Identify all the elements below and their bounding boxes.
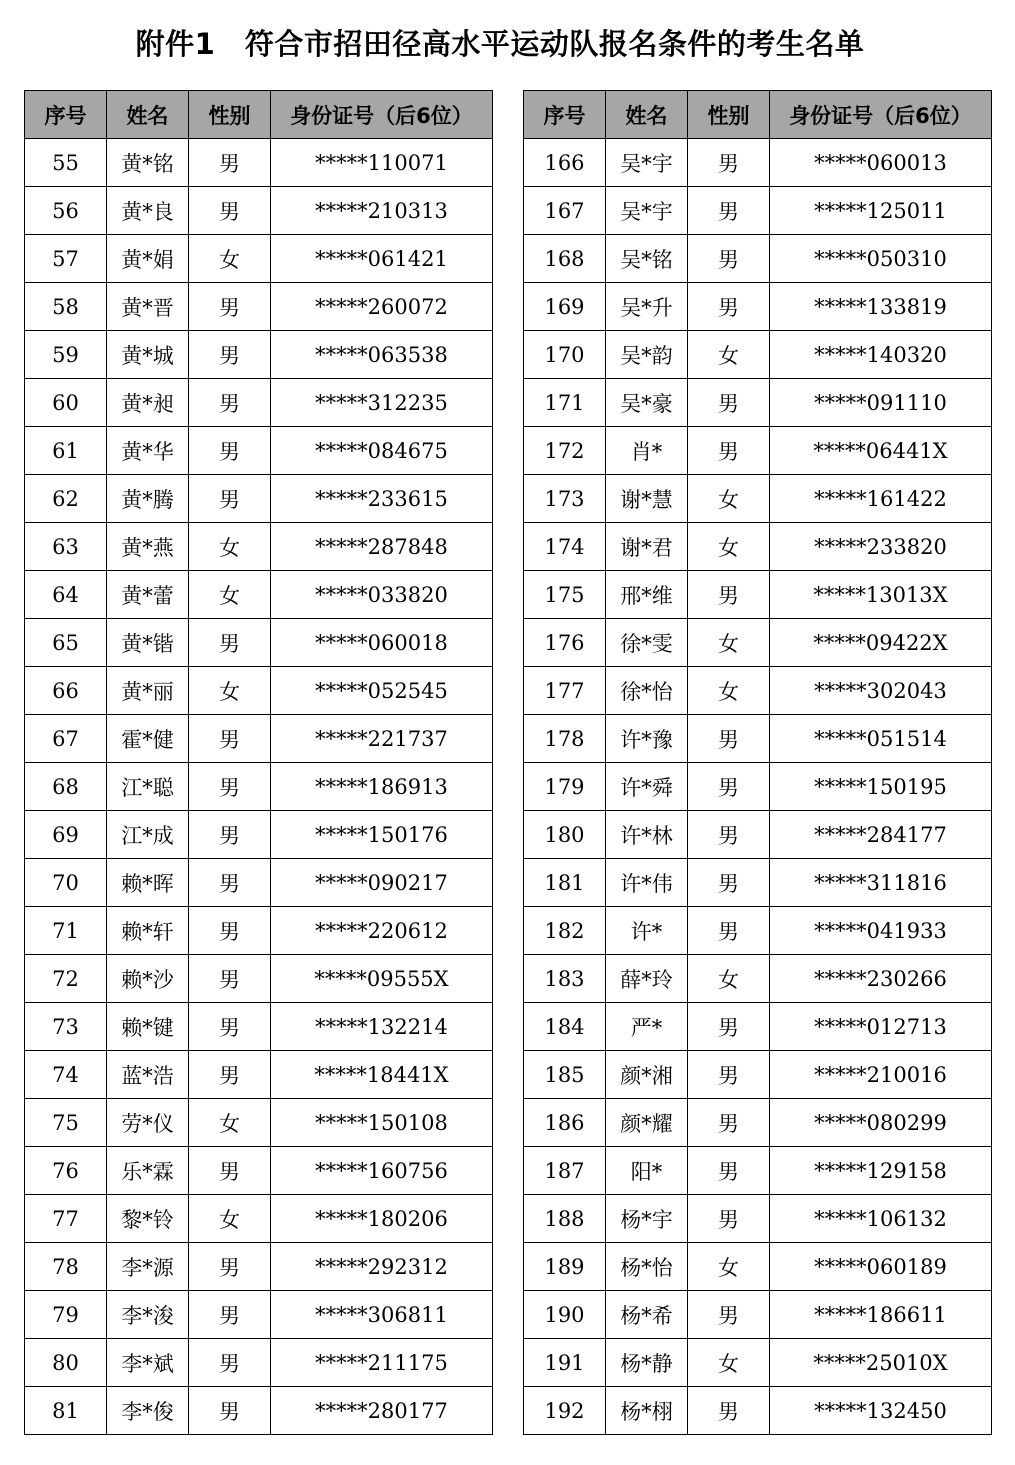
id-number-cell: *****230266 (770, 955, 992, 1003)
name-cell: 许*豫 (606, 715, 688, 763)
gender-cell: 男 (189, 1243, 271, 1291)
serial-number-cell: 60 (25, 379, 107, 427)
name-cell: 赖*轩 (107, 907, 189, 955)
id-number-cell: *****060013 (770, 139, 992, 187)
name-cell: 黄*蕾 (107, 571, 189, 619)
serial-number-cell: 168 (524, 235, 606, 283)
serial-number-cell: 171 (524, 379, 606, 427)
serial-number-cell: 188 (524, 1195, 606, 1243)
id-number-cell: *****140320 (770, 331, 992, 379)
serial-number-cell: 191 (524, 1339, 606, 1387)
gender-cell: 男 (189, 1339, 271, 1387)
id-number-cell: *****052545 (271, 667, 493, 715)
serial-number-cell: 61 (25, 427, 107, 475)
table-row (25, 139, 493, 187)
table-row (524, 427, 992, 475)
gender-cell: 男 (189, 715, 271, 763)
serial-number-cell: 70 (25, 859, 107, 907)
serial-number-cell: 79 (25, 1291, 107, 1339)
name-cell: 严* (606, 1003, 688, 1051)
id-number-cell: *****012713 (770, 1003, 992, 1051)
name-cell: 吴*豪 (606, 379, 688, 427)
id-number-cell: *****180206 (271, 1195, 493, 1243)
name-cell: 杨*静 (606, 1339, 688, 1387)
gender-cell: 男 (189, 331, 271, 379)
table-row (524, 1195, 992, 1243)
name-cell: 黎*铃 (107, 1195, 189, 1243)
table-row (524, 235, 992, 283)
id-number-cell: *****060018 (271, 619, 493, 667)
header-gender: 性别 (189, 91, 271, 139)
table-row (524, 379, 992, 427)
gender-cell: 男 (688, 187, 770, 235)
name-cell: 颜*湘 (606, 1051, 688, 1099)
table-row (25, 811, 493, 859)
id-number-cell: *****150176 (271, 811, 493, 859)
name-cell: 许*林 (606, 811, 688, 859)
table-row (524, 331, 992, 379)
id-number-cell: *****284177 (770, 811, 992, 859)
gender-cell: 男 (688, 283, 770, 331)
serial-number-cell: 68 (25, 763, 107, 811)
table-row (524, 283, 992, 331)
gender-cell: 男 (688, 139, 770, 187)
name-cell: 肖* (606, 427, 688, 475)
id-number-cell: *****06441X (770, 427, 992, 475)
serial-number-cell: 75 (25, 1099, 107, 1147)
serial-number-cell: 185 (524, 1051, 606, 1099)
gender-cell: 男 (688, 235, 770, 283)
roster-body-right (524, 139, 992, 1435)
header-serial-number: 序号 (25, 91, 107, 139)
table-row (524, 187, 992, 235)
table-row (524, 1339, 992, 1387)
name-cell: 杨*希 (606, 1291, 688, 1339)
serial-number-cell: 180 (524, 811, 606, 859)
name-cell: 杨*栩 (606, 1387, 688, 1435)
serial-number-cell: 59 (25, 331, 107, 379)
serial-number-cell: 78 (25, 1243, 107, 1291)
name-cell: 霍*健 (107, 715, 189, 763)
serial-number-cell: 173 (524, 475, 606, 523)
name-cell: 薛*玲 (606, 955, 688, 1003)
table-row (524, 667, 992, 715)
table-row (25, 1387, 493, 1435)
gender-cell: 男 (688, 763, 770, 811)
table-row (25, 859, 493, 907)
gender-cell: 男 (688, 571, 770, 619)
serial-number-cell: 57 (25, 235, 107, 283)
table-row (25, 1051, 493, 1099)
serial-number-cell: 187 (524, 1147, 606, 1195)
gender-cell: 男 (688, 1291, 770, 1339)
gender-cell: 男 (688, 1195, 770, 1243)
name-cell: 黄*娟 (107, 235, 189, 283)
name-cell: 江*聪 (107, 763, 189, 811)
serial-number-cell: 80 (25, 1339, 107, 1387)
table-row (524, 763, 992, 811)
serial-number-cell: 77 (25, 1195, 107, 1243)
gender-cell: 女 (688, 667, 770, 715)
serial-number-cell: 181 (524, 859, 606, 907)
serial-number-cell: 71 (25, 907, 107, 955)
serial-number-cell: 167 (524, 187, 606, 235)
id-number-cell: *****080299 (770, 1099, 992, 1147)
id-number-cell: *****129158 (770, 1147, 992, 1195)
table-row (25, 1243, 493, 1291)
serial-number-cell: 65 (25, 619, 107, 667)
gender-cell: 女 (189, 1195, 271, 1243)
header-gender: 性别 (688, 91, 770, 139)
name-cell: 劳*仪 (107, 1099, 189, 1147)
gender-cell: 男 (189, 1147, 271, 1195)
table-row (524, 811, 992, 859)
gender-cell: 男 (189, 859, 271, 907)
name-cell: 徐*怡 (606, 667, 688, 715)
name-cell: 乐*霖 (107, 1147, 189, 1195)
gender-cell: 男 (688, 859, 770, 907)
table-row (524, 715, 992, 763)
serial-number-cell: 64 (25, 571, 107, 619)
table-row (524, 1099, 992, 1147)
name-cell: 许* (606, 907, 688, 955)
gender-cell: 女 (688, 955, 770, 1003)
id-number-cell: *****133819 (770, 283, 992, 331)
id-number-cell: *****220612 (271, 907, 493, 955)
gender-cell: 女 (688, 1243, 770, 1291)
table-row (25, 907, 493, 955)
id-number-cell: *****125011 (770, 187, 992, 235)
id-number-cell: *****280177 (271, 1387, 493, 1435)
gender-cell: 女 (688, 523, 770, 571)
table-row (25, 1099, 493, 1147)
gender-cell: 女 (688, 619, 770, 667)
id-number-cell: *****150108 (271, 1099, 493, 1147)
table-row (25, 571, 493, 619)
name-cell: 李*斌 (107, 1339, 189, 1387)
serial-number-cell: 177 (524, 667, 606, 715)
id-number-cell: *****050310 (770, 235, 992, 283)
table-row (524, 1051, 992, 1099)
table-row (524, 571, 992, 619)
gender-cell: 男 (189, 1291, 271, 1339)
id-number-cell: *****312235 (271, 379, 493, 427)
serial-number-cell: 176 (524, 619, 606, 667)
table-row (25, 715, 493, 763)
name-cell: 阳* (606, 1147, 688, 1195)
gender-cell: 女 (189, 523, 271, 571)
id-number-cell: *****292312 (271, 1243, 493, 1291)
page-title: 附件1 符合市招田径高水平运动队报名条件的考生名单 (135, 27, 865, 61)
name-cell: 杨*怡 (606, 1243, 688, 1291)
name-cell: 杨*宇 (606, 1195, 688, 1243)
serial-number-cell: 174 (524, 523, 606, 571)
table-row (524, 475, 992, 523)
serial-number-cell: 178 (524, 715, 606, 763)
name-cell: 黄*铭 (107, 139, 189, 187)
table-row (25, 475, 493, 523)
name-cell: 谢*慧 (606, 475, 688, 523)
name-cell: 颜*耀 (606, 1099, 688, 1147)
table-row (524, 1291, 992, 1339)
table-row (25, 1147, 493, 1195)
gender-cell: 男 (688, 811, 770, 859)
gender-cell: 男 (189, 1003, 271, 1051)
id-number-cell: *****160756 (271, 1147, 493, 1195)
gender-cell: 男 (189, 427, 271, 475)
gender-cell: 女 (688, 475, 770, 523)
serial-number-cell: 184 (524, 1003, 606, 1051)
gender-cell: 男 (688, 715, 770, 763)
name-cell: 李*俊 (107, 1387, 189, 1435)
table-row (25, 1339, 493, 1387)
table-row (524, 907, 992, 955)
name-cell: 吴*铭 (606, 235, 688, 283)
id-number-cell: *****210313 (271, 187, 493, 235)
id-number-cell: *****132214 (271, 1003, 493, 1051)
gender-cell: 男 (189, 763, 271, 811)
gender-cell: 男 (189, 907, 271, 955)
id-number-cell: *****260072 (271, 283, 493, 331)
serial-number-cell: 62 (25, 475, 107, 523)
serial-number-cell: 175 (524, 571, 606, 619)
id-number-cell: *****051514 (770, 715, 992, 763)
serial-number-cell: 166 (524, 139, 606, 187)
gender-cell: 男 (688, 1003, 770, 1051)
table-row (524, 955, 992, 1003)
name-cell: 谢*君 (606, 523, 688, 571)
serial-number-cell: 74 (25, 1051, 107, 1099)
serial-number-cell: 66 (25, 667, 107, 715)
table-row (25, 331, 493, 379)
gender-cell: 男 (189, 187, 271, 235)
header-id-number: 身份证号（后6位） (271, 91, 493, 139)
table-row (524, 1387, 992, 1435)
id-number-cell: *****090217 (271, 859, 493, 907)
table-row (524, 1003, 992, 1051)
serial-number-cell: 81 (25, 1387, 107, 1435)
header-serial-number: 序号 (524, 91, 606, 139)
gender-cell: 女 (189, 667, 271, 715)
gender-cell: 男 (189, 283, 271, 331)
name-cell: 许*伟 (606, 859, 688, 907)
id-number-cell: *****041933 (770, 907, 992, 955)
id-number-cell: *****106132 (770, 1195, 992, 1243)
name-cell: 黄*昶 (107, 379, 189, 427)
id-number-cell: *****13013X (770, 571, 992, 619)
id-number-cell: *****110071 (271, 139, 493, 187)
table-row (25, 523, 493, 571)
table-row (524, 139, 992, 187)
id-number-cell: *****18441X (271, 1051, 493, 1099)
table-row (524, 619, 992, 667)
id-number-cell: *****186913 (271, 763, 493, 811)
table-row (25, 235, 493, 283)
table-row (25, 283, 493, 331)
table-row (25, 763, 493, 811)
id-number-cell: *****211175 (271, 1339, 493, 1387)
serial-number-cell: 192 (524, 1387, 606, 1435)
id-number-cell: *****233615 (271, 475, 493, 523)
gender-cell: 男 (688, 1387, 770, 1435)
name-cell: 吴*升 (606, 283, 688, 331)
table-row (25, 1195, 493, 1243)
table-row (25, 379, 493, 427)
gender-cell: 男 (189, 1051, 271, 1099)
name-cell: 李*浚 (107, 1291, 189, 1339)
id-number-cell: *****033820 (271, 571, 493, 619)
id-number-cell: *****09555X (271, 955, 493, 1003)
name-cell: 吴*宇 (606, 139, 688, 187)
table-row (524, 859, 992, 907)
name-cell: 黄*丽 (107, 667, 189, 715)
name-cell: 赖*沙 (107, 955, 189, 1003)
header-row (524, 91, 992, 139)
id-number-cell: *****306811 (271, 1291, 493, 1339)
gender-cell: 男 (688, 907, 770, 955)
gender-cell: 男 (189, 811, 271, 859)
gender-cell: 男 (688, 1099, 770, 1147)
header-name: 姓名 (107, 91, 189, 139)
gender-cell: 男 (189, 1387, 271, 1435)
serial-number-cell: 186 (524, 1099, 606, 1147)
gender-cell: 男 (189, 139, 271, 187)
id-number-cell: *****132450 (770, 1387, 992, 1435)
serial-number-cell: 169 (524, 283, 606, 331)
serial-number-cell: 63 (25, 523, 107, 571)
name-cell: 吴*韵 (606, 331, 688, 379)
header-id-number: 身份证号（后6位） (770, 91, 992, 139)
gender-cell: 男 (688, 1051, 770, 1099)
serial-number-cell: 170 (524, 331, 606, 379)
serial-number-cell: 190 (524, 1291, 606, 1339)
serial-number-cell: 189 (524, 1243, 606, 1291)
gender-cell: 男 (688, 1147, 770, 1195)
gender-cell: 女 (189, 571, 271, 619)
serial-number-cell: 67 (25, 715, 107, 763)
gender-cell: 男 (688, 427, 770, 475)
table-row (524, 523, 992, 571)
id-number-cell: *****233820 (770, 523, 992, 571)
id-number-cell: *****186611 (770, 1291, 992, 1339)
table-row (25, 619, 493, 667)
roster-table-right (523, 90, 992, 1435)
id-number-cell: *****25010X (770, 1339, 992, 1387)
roster-body-left (25, 139, 493, 1435)
serial-number-cell: 179 (524, 763, 606, 811)
name-cell: 赖*键 (107, 1003, 189, 1051)
gender-cell: 女 (688, 1339, 770, 1387)
id-number-cell: *****221737 (271, 715, 493, 763)
id-number-cell: *****061421 (271, 235, 493, 283)
gender-cell: 女 (189, 235, 271, 283)
table-row (25, 955, 493, 1003)
name-cell: 蓝*浩 (107, 1051, 189, 1099)
id-number-cell: *****084675 (271, 427, 493, 475)
name-cell: 江*成 (107, 811, 189, 859)
serial-number-cell: 182 (524, 907, 606, 955)
table-row (25, 427, 493, 475)
serial-number-cell: 58 (25, 283, 107, 331)
name-cell: 吴*宇 (606, 187, 688, 235)
serial-number-cell: 56 (25, 187, 107, 235)
name-cell: 黄*良 (107, 187, 189, 235)
roster-table-left (24, 90, 493, 1435)
name-cell: 赖*晖 (107, 859, 189, 907)
id-number-cell: *****287848 (271, 523, 493, 571)
serial-number-cell: 183 (524, 955, 606, 1003)
id-number-cell: *****091110 (770, 379, 992, 427)
name-cell: 黄*腾 (107, 475, 189, 523)
table-row (25, 187, 493, 235)
table-row (524, 1243, 992, 1291)
gender-cell: 女 (189, 1099, 271, 1147)
name-cell: 黄*城 (107, 331, 189, 379)
header-name: 姓名 (606, 91, 688, 139)
gender-cell: 男 (189, 475, 271, 523)
serial-number-cell: 72 (25, 955, 107, 1003)
name-cell: 黄*锴 (107, 619, 189, 667)
name-cell: 邢*维 (606, 571, 688, 619)
id-number-cell: *****210016 (770, 1051, 992, 1099)
gender-cell: 女 (688, 331, 770, 379)
name-cell: 徐*雯 (606, 619, 688, 667)
table-row (25, 1003, 493, 1051)
id-number-cell: *****161422 (770, 475, 992, 523)
name-cell: 许*舜 (606, 763, 688, 811)
gender-cell: 男 (189, 379, 271, 427)
name-cell: 李*源 (107, 1243, 189, 1291)
serial-number-cell: 73 (25, 1003, 107, 1051)
table-row (524, 1147, 992, 1195)
gender-cell: 男 (189, 955, 271, 1003)
name-cell: 黄*燕 (107, 523, 189, 571)
id-number-cell: *****302043 (770, 667, 992, 715)
serial-number-cell: 69 (25, 811, 107, 859)
id-number-cell: *****060189 (770, 1243, 992, 1291)
serial-number-cell: 172 (524, 427, 606, 475)
id-number-cell: *****063538 (271, 331, 493, 379)
gender-cell: 男 (688, 379, 770, 427)
name-cell: 黄*晋 (107, 283, 189, 331)
gender-cell: 男 (189, 619, 271, 667)
name-cell: 黄*华 (107, 427, 189, 475)
table-row (25, 667, 493, 715)
id-number-cell: *****311816 (770, 859, 992, 907)
table-row (25, 1291, 493, 1339)
id-number-cell: *****150195 (770, 763, 992, 811)
serial-number-cell: 76 (25, 1147, 107, 1195)
serial-number-cell: 55 (25, 139, 107, 187)
header-row (25, 91, 493, 139)
id-number-cell: *****09422X (770, 619, 992, 667)
